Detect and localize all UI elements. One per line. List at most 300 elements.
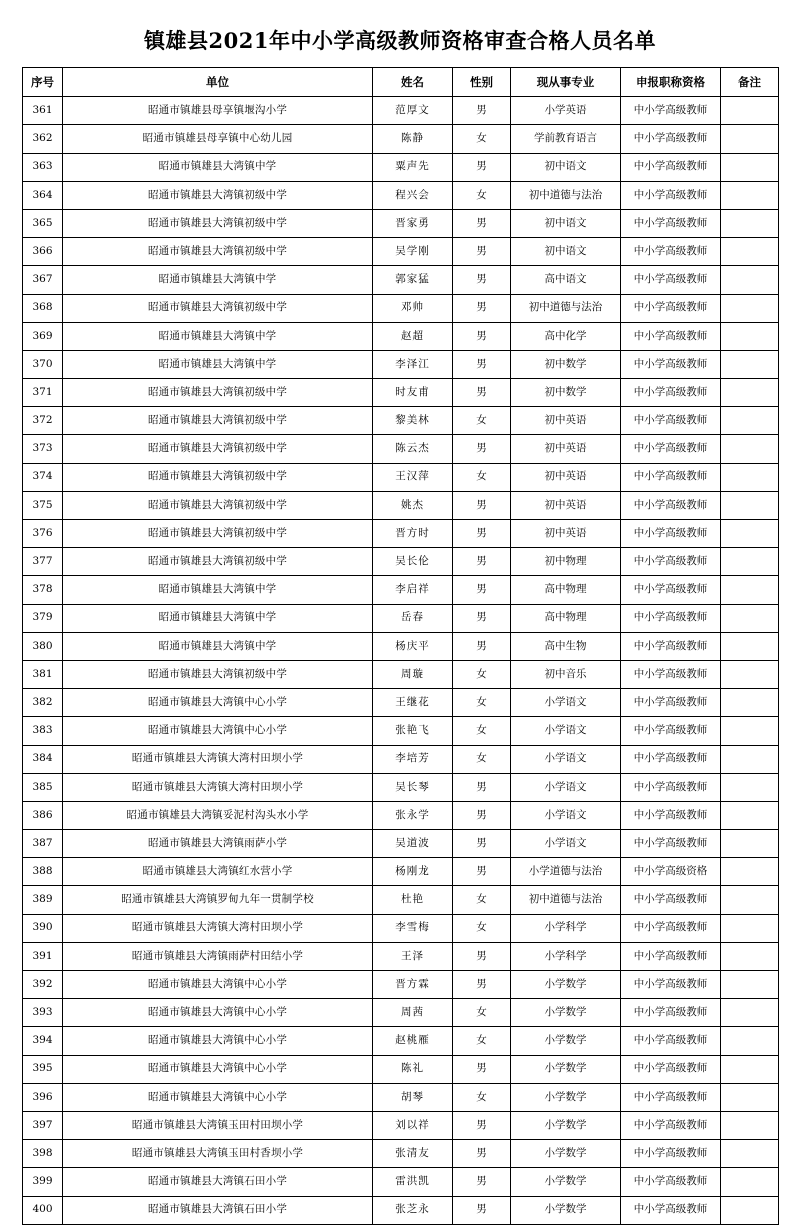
cell-major: 小学数学 xyxy=(511,971,621,999)
cell-seq: 390 xyxy=(23,914,63,942)
cell-unit: 昭通市镇雄县大湾镇初级中学 xyxy=(63,294,373,322)
cell-note xyxy=(721,181,779,209)
cell-seq: 371 xyxy=(23,379,63,407)
cell-note xyxy=(721,1168,779,1196)
cell-major: 小学科学 xyxy=(511,942,621,970)
cell-name: 吴学刚 xyxy=(373,238,453,266)
cell-major: 小学数学 xyxy=(511,999,621,1027)
cell-name: 晋方霖 xyxy=(373,971,453,999)
cell-apply: 中小学高级教师 xyxy=(621,407,721,435)
cell-note xyxy=(721,463,779,491)
table-row xyxy=(23,1168,779,1196)
cell-gender: 女 xyxy=(453,999,511,1027)
cell-name: 姚杰 xyxy=(373,491,453,519)
cell-major: 小学科学 xyxy=(511,914,621,942)
cell-unit: 昭通市镇雄县母享镇堰沟小学 xyxy=(63,97,373,125)
cell-unit: 昭通市镇雄县大湾镇玉田村香坝小学 xyxy=(63,1140,373,1168)
cell-seq: 396 xyxy=(23,1083,63,1111)
cell-gender: 男 xyxy=(453,632,511,660)
cell-name: 王汉萍 xyxy=(373,463,453,491)
cell-apply: 中小学高级教师 xyxy=(621,491,721,519)
cell-name: 李雪梅 xyxy=(373,914,453,942)
cell-unit: 昭通市镇雄县大湾镇中学 xyxy=(63,153,373,181)
cell-seq: 370 xyxy=(23,350,63,378)
cell-name: 张芝永 xyxy=(373,1196,453,1224)
table-row xyxy=(23,999,779,1027)
table-row xyxy=(23,266,779,294)
cell-major: 初中语文 xyxy=(511,153,621,181)
cell-unit: 昭通市镇雄县大湾镇中心小学 xyxy=(63,1027,373,1055)
cell-unit: 昭通市镇雄县大湾镇中心小学 xyxy=(63,971,373,999)
cell-major: 小学数学 xyxy=(511,1168,621,1196)
cell-name: 杜艳 xyxy=(373,886,453,914)
cell-name: 粟声先 xyxy=(373,153,453,181)
cell-apply: 中小学高级教师 xyxy=(621,830,721,858)
table-row xyxy=(23,294,779,322)
cell-unit: 昭通市镇雄县大湾镇大湾村田坝小学 xyxy=(63,745,373,773)
cell-note xyxy=(721,294,779,322)
cell-note xyxy=(721,717,779,745)
cell-seq: 365 xyxy=(23,209,63,237)
cell-apply: 中小学高级教师 xyxy=(621,886,721,914)
table-row xyxy=(23,1083,779,1111)
cell-apply: 中小学高级教师 xyxy=(621,1083,721,1111)
cell-gender: 男 xyxy=(453,858,511,886)
cell-seq: 364 xyxy=(23,181,63,209)
cell-apply: 中小学高级教师 xyxy=(621,717,721,745)
column-header-note: 备注 xyxy=(721,68,779,97)
cell-note xyxy=(721,1055,779,1083)
cell-note xyxy=(721,1140,779,1168)
table-row xyxy=(23,1140,779,1168)
cell-apply: 中小学高级教师 xyxy=(621,1196,721,1224)
cell-apply: 中小学高级教师 xyxy=(621,632,721,660)
cell-seq: 373 xyxy=(23,435,63,463)
cell-gender: 女 xyxy=(453,660,511,688)
table-row xyxy=(23,745,779,773)
cell-seq: 397 xyxy=(23,1111,63,1139)
cell-note xyxy=(721,914,779,942)
cell-note xyxy=(721,153,779,181)
cell-gender: 男 xyxy=(453,576,511,604)
cell-gender: 女 xyxy=(453,181,511,209)
cell-major: 初中物理 xyxy=(511,548,621,576)
column-header-apply: 申报职称资格 xyxy=(621,68,721,97)
table-row xyxy=(23,379,779,407)
cell-apply: 中小学高级教师 xyxy=(621,1168,721,1196)
cell-unit: 昭通市镇雄县大湾镇中学 xyxy=(63,632,373,660)
cell-note xyxy=(721,520,779,548)
cell-apply: 中小学高级教师 xyxy=(621,1027,721,1055)
cell-seq: 389 xyxy=(23,886,63,914)
cell-seq: 382 xyxy=(23,689,63,717)
cell-major: 初中道德与法治 xyxy=(511,294,621,322)
table-row xyxy=(23,1111,779,1139)
cell-name: 晋家勇 xyxy=(373,209,453,237)
cell-major: 小学数学 xyxy=(511,1055,621,1083)
cell-major: 初中道德与法治 xyxy=(511,181,621,209)
cell-note xyxy=(721,886,779,914)
cell-major: 初中道德与法治 xyxy=(511,886,621,914)
table-row xyxy=(23,407,779,435)
cell-seq: 388 xyxy=(23,858,63,886)
cell-apply: 中小学高级教师 xyxy=(621,773,721,801)
cell-unit: 昭通市镇雄县大湾镇中学 xyxy=(63,266,373,294)
cell-major: 初中音乐 xyxy=(511,660,621,688)
cell-seq: 377 xyxy=(23,548,63,576)
table-row xyxy=(23,942,779,970)
table-row xyxy=(23,660,779,688)
cell-apply: 中小学高级教师 xyxy=(621,942,721,970)
cell-major: 初中语文 xyxy=(511,209,621,237)
cell-apply: 中小学高级教师 xyxy=(621,153,721,181)
cell-major: 小学英语 xyxy=(511,97,621,125)
cell-note xyxy=(721,773,779,801)
cell-note xyxy=(721,999,779,1027)
cell-gender: 女 xyxy=(453,717,511,745)
cell-major: 初中英语 xyxy=(511,520,621,548)
cell-unit: 昭通市镇雄县大湾镇初级中学 xyxy=(63,435,373,463)
cell-seq: 374 xyxy=(23,463,63,491)
table-row xyxy=(23,971,779,999)
cell-gender: 男 xyxy=(453,294,511,322)
cell-note xyxy=(721,1083,779,1111)
table-row xyxy=(23,604,779,632)
cell-seq: 398 xyxy=(23,1140,63,1168)
cell-note xyxy=(721,1111,779,1139)
cell-note xyxy=(721,632,779,660)
column-header-unit: 单位 xyxy=(63,68,373,97)
cell-gender: 男 xyxy=(453,1055,511,1083)
table-row xyxy=(23,689,779,717)
cell-unit: 昭通市镇雄县大湾镇红水营小学 xyxy=(63,858,373,886)
table-row xyxy=(23,858,779,886)
cell-note xyxy=(721,125,779,153)
table-row xyxy=(23,209,779,237)
cell-seq: 385 xyxy=(23,773,63,801)
cell-gender: 女 xyxy=(453,125,511,153)
cell-major: 初中数学 xyxy=(511,350,621,378)
table-row xyxy=(23,153,779,181)
qualified-personnel-table xyxy=(22,67,779,1225)
cell-apply: 中小学高级教师 xyxy=(621,914,721,942)
cell-note xyxy=(721,238,779,266)
table-row xyxy=(23,801,779,829)
cell-gender: 男 xyxy=(453,942,511,970)
table-row xyxy=(23,886,779,914)
cell-gender: 男 xyxy=(453,1140,511,1168)
cell-unit: 昭通市镇雄县大湾镇初级中学 xyxy=(63,660,373,688)
cell-note xyxy=(721,830,779,858)
cell-major: 初中英语 xyxy=(511,463,621,491)
cell-major: 初中英语 xyxy=(511,435,621,463)
cell-unit: 昭通市镇雄县大湾镇初级中学 xyxy=(63,238,373,266)
cell-major: 小学语文 xyxy=(511,717,621,745)
cell-apply: 中小学高级教师 xyxy=(621,266,721,294)
cell-seq: 363 xyxy=(23,153,63,181)
cell-name: 胡琴 xyxy=(373,1083,453,1111)
table-row xyxy=(23,463,779,491)
table-row xyxy=(23,1196,779,1224)
cell-seq: 400 xyxy=(23,1196,63,1224)
cell-note xyxy=(721,660,779,688)
cell-name: 陈礼 xyxy=(373,1055,453,1083)
table-row xyxy=(23,125,779,153)
cell-major: 小学语文 xyxy=(511,773,621,801)
cell-apply: 中小学高级教师 xyxy=(621,238,721,266)
cell-name: 雷洪凯 xyxy=(373,1168,453,1196)
cell-unit: 昭通市镇雄县大湾镇雨萨小学 xyxy=(63,830,373,858)
cell-seq: 380 xyxy=(23,632,63,660)
cell-major: 小学语文 xyxy=(511,801,621,829)
table-row xyxy=(23,830,779,858)
table-row xyxy=(23,491,779,519)
cell-apply: 中小学高级资格 xyxy=(621,858,721,886)
cell-gender: 男 xyxy=(453,548,511,576)
cell-apply: 中小学高级教师 xyxy=(621,801,721,829)
cell-name: 王泽 xyxy=(373,942,453,970)
table-row xyxy=(23,520,779,548)
cell-note xyxy=(721,548,779,576)
cell-gender: 男 xyxy=(453,773,511,801)
cell-unit: 昭通市镇雄县大湾镇石田小学 xyxy=(63,1196,373,1224)
cell-apply: 中小学高级教师 xyxy=(621,999,721,1027)
page-title: 镇雄县2021年中小学高级教师资格审查合格人员名单 xyxy=(144,28,656,53)
table-row xyxy=(23,914,779,942)
cell-unit: 昭通市镇雄县大湾镇初级中学 xyxy=(63,407,373,435)
table-row xyxy=(23,1027,779,1055)
cell-apply: 中小学高级教师 xyxy=(621,379,721,407)
cell-seq: 383 xyxy=(23,717,63,745)
cell-name: 陈云杰 xyxy=(373,435,453,463)
cell-unit: 昭通市镇雄县大湾镇中心小学 xyxy=(63,1055,373,1083)
cell-name: 范厚文 xyxy=(373,97,453,125)
table-row xyxy=(23,238,779,266)
cell-gender: 男 xyxy=(453,1111,511,1139)
cell-unit: 昭通市镇雄县大湾镇大湾村田坝小学 xyxy=(63,773,373,801)
cell-major: 小学语文 xyxy=(511,830,621,858)
cell-name: 李培芳 xyxy=(373,745,453,773)
cell-seq: 381 xyxy=(23,660,63,688)
cell-note xyxy=(721,266,779,294)
cell-seq: 367 xyxy=(23,266,63,294)
cell-apply: 中小学高级教师 xyxy=(621,125,721,153)
cell-major: 小学语文 xyxy=(511,745,621,773)
cell-name: 吴道波 xyxy=(373,830,453,858)
table-header-row xyxy=(23,68,779,97)
cell-apply: 中小学高级教师 xyxy=(621,689,721,717)
cell-unit: 昭通市镇雄县大湾镇妥泥村沟头水小学 xyxy=(63,801,373,829)
cell-apply: 中小学高级教师 xyxy=(621,660,721,688)
cell-gender: 男 xyxy=(453,604,511,632)
cell-unit: 昭通市镇雄县大湾镇初级中学 xyxy=(63,520,373,548)
column-header-gender: 性别 xyxy=(453,68,511,97)
cell-major: 初中英语 xyxy=(511,407,621,435)
cell-note xyxy=(721,322,779,350)
cell-unit: 昭通市镇雄县大湾镇大湾村田坝小学 xyxy=(63,914,373,942)
cell-major: 高中物理 xyxy=(511,576,621,604)
cell-apply: 中小学高级教师 xyxy=(621,181,721,209)
cell-apply: 中小学高级教师 xyxy=(621,576,721,604)
table-row xyxy=(23,632,779,660)
cell-note xyxy=(721,576,779,604)
cell-name: 周璇 xyxy=(373,660,453,688)
cell-major: 小学道德与法治 xyxy=(511,858,621,886)
cell-apply: 中小学高级教师 xyxy=(621,520,721,548)
cell-gender: 男 xyxy=(453,520,511,548)
table-row xyxy=(23,435,779,463)
table-row xyxy=(23,322,779,350)
cell-apply: 中小学高级教师 xyxy=(621,971,721,999)
cell-name: 刘以祥 xyxy=(373,1111,453,1139)
cell-note xyxy=(721,689,779,717)
cell-note xyxy=(721,350,779,378)
cell-unit: 昭通市镇雄县大湾镇中心小学 xyxy=(63,999,373,1027)
cell-seq: 362 xyxy=(23,125,63,153)
cell-gender: 男 xyxy=(453,97,511,125)
column-header-name: 姓名 xyxy=(373,68,453,97)
cell-unit: 昭通市镇雄县大湾镇中学 xyxy=(63,604,373,632)
cell-note xyxy=(721,491,779,519)
cell-seq: 368 xyxy=(23,294,63,322)
cell-gender: 男 xyxy=(453,350,511,378)
cell-name: 周茜 xyxy=(373,999,453,1027)
cell-apply: 中小学高级教师 xyxy=(621,745,721,773)
cell-unit: 昭通市镇雄县大湾镇雨萨村田结小学 xyxy=(63,942,373,970)
cell-gender: 男 xyxy=(453,491,511,519)
column-header-major: 现从事专业 xyxy=(511,68,621,97)
cell-gender: 男 xyxy=(453,238,511,266)
cell-unit: 昭通市镇雄县大湾镇初级中学 xyxy=(63,379,373,407)
cell-apply: 中小学高级教师 xyxy=(621,1111,721,1139)
cell-apply: 中小学高级教师 xyxy=(621,294,721,322)
cell-apply: 中小学高级教师 xyxy=(621,548,721,576)
cell-major: 小学数学 xyxy=(511,1196,621,1224)
cell-unit: 昭通市镇雄县大湾镇初级中学 xyxy=(63,181,373,209)
cell-gender: 男 xyxy=(453,1196,511,1224)
cell-note xyxy=(721,435,779,463)
cell-name: 岳春 xyxy=(373,604,453,632)
cell-major: 小学语文 xyxy=(511,689,621,717)
cell-apply: 中小学高级教师 xyxy=(621,209,721,237)
cell-seq: 369 xyxy=(23,322,63,350)
cell-gender: 女 xyxy=(453,1083,511,1111)
cell-gender: 女 xyxy=(453,914,511,942)
cell-unit: 昭通市镇雄县大湾镇中学 xyxy=(63,350,373,378)
cell-unit: 昭通市镇雄县大湾镇中心小学 xyxy=(63,689,373,717)
cell-unit: 昭通市镇雄县大湾镇玉田村田坝小学 xyxy=(63,1111,373,1139)
cell-apply: 中小学高级教师 xyxy=(621,350,721,378)
cell-note xyxy=(721,858,779,886)
cell-name: 王继花 xyxy=(373,689,453,717)
cell-apply: 中小学高级教师 xyxy=(621,97,721,125)
cell-seq: 379 xyxy=(23,604,63,632)
cell-major: 小学数学 xyxy=(511,1083,621,1111)
cell-major: 小学数学 xyxy=(511,1140,621,1168)
cell-name: 陈静 xyxy=(373,125,453,153)
cell-seq: 366 xyxy=(23,238,63,266)
cell-gender: 男 xyxy=(453,322,511,350)
cell-major: 学前教育语言 xyxy=(511,125,621,153)
cell-seq: 384 xyxy=(23,745,63,773)
cell-seq: 386 xyxy=(23,801,63,829)
cell-name: 黎美林 xyxy=(373,407,453,435)
cell-seq: 393 xyxy=(23,999,63,1027)
cell-gender: 女 xyxy=(453,745,511,773)
table-row xyxy=(23,350,779,378)
cell-gender: 男 xyxy=(453,209,511,237)
cell-gender: 男 xyxy=(453,266,511,294)
cell-note xyxy=(721,801,779,829)
cell-gender: 男 xyxy=(453,153,511,181)
table-body xyxy=(23,97,779,1225)
cell-gender: 男 xyxy=(453,435,511,463)
cell-note xyxy=(721,604,779,632)
cell-seq: 394 xyxy=(23,1027,63,1055)
column-header-seq: 序号 xyxy=(23,68,63,97)
cell-name: 张艳飞 xyxy=(373,717,453,745)
cell-note xyxy=(721,745,779,773)
cell-apply: 中小学高级教师 xyxy=(621,1055,721,1083)
table-row xyxy=(23,717,779,745)
cell-name: 李泽江 xyxy=(373,350,453,378)
cell-major: 小学数学 xyxy=(511,1027,621,1055)
cell-name: 杨刚龙 xyxy=(373,858,453,886)
cell-major: 初中英语 xyxy=(511,491,621,519)
cell-major: 高中物理 xyxy=(511,604,621,632)
cell-seq: 395 xyxy=(23,1055,63,1083)
cell-name: 赵桃雁 xyxy=(373,1027,453,1055)
cell-name: 郭家猛 xyxy=(373,266,453,294)
cell-apply: 中小学高级教师 xyxy=(621,1140,721,1168)
cell-note xyxy=(721,407,779,435)
cell-seq: 375 xyxy=(23,491,63,519)
cell-note xyxy=(721,971,779,999)
cell-name: 李启祥 xyxy=(373,576,453,604)
cell-unit: 昭通市镇雄县大湾镇罗甸九年一贯制学校 xyxy=(63,886,373,914)
cell-apply: 中小学高级教师 xyxy=(621,322,721,350)
cell-name: 张清友 xyxy=(373,1140,453,1168)
cell-gender: 男 xyxy=(453,1168,511,1196)
cell-unit: 昭通市镇雄县大湾镇初级中学 xyxy=(63,209,373,237)
cell-gender: 女 xyxy=(453,407,511,435)
cell-major: 高中语文 xyxy=(511,266,621,294)
cell-major: 高中生物 xyxy=(511,632,621,660)
cell-unit: 昭通市镇雄县大湾镇中学 xyxy=(63,322,373,350)
cell-seq: 378 xyxy=(23,576,63,604)
table-row xyxy=(23,181,779,209)
cell-gender: 男 xyxy=(453,971,511,999)
cell-unit: 昭通市镇雄县母享镇中心幼儿园 xyxy=(63,125,373,153)
cell-name: 吴长琴 xyxy=(373,773,453,801)
table-row xyxy=(23,773,779,801)
table-row xyxy=(23,576,779,604)
cell-name: 邓帅 xyxy=(373,294,453,322)
cell-gender: 男 xyxy=(453,801,511,829)
cell-major: 初中语文 xyxy=(511,238,621,266)
cell-name: 吴长伦 xyxy=(373,548,453,576)
cell-unit: 昭通市镇雄县大湾镇中心小学 xyxy=(63,1083,373,1111)
cell-note xyxy=(721,1196,779,1224)
cell-name: 时友甫 xyxy=(373,379,453,407)
cell-note xyxy=(721,379,779,407)
cell-note xyxy=(721,209,779,237)
cell-name: 赵超 xyxy=(373,322,453,350)
cell-note xyxy=(721,97,779,125)
cell-gender: 男 xyxy=(453,830,511,858)
cell-unit: 昭通市镇雄县大湾镇初级中学 xyxy=(63,548,373,576)
cell-seq: 399 xyxy=(23,1168,63,1196)
